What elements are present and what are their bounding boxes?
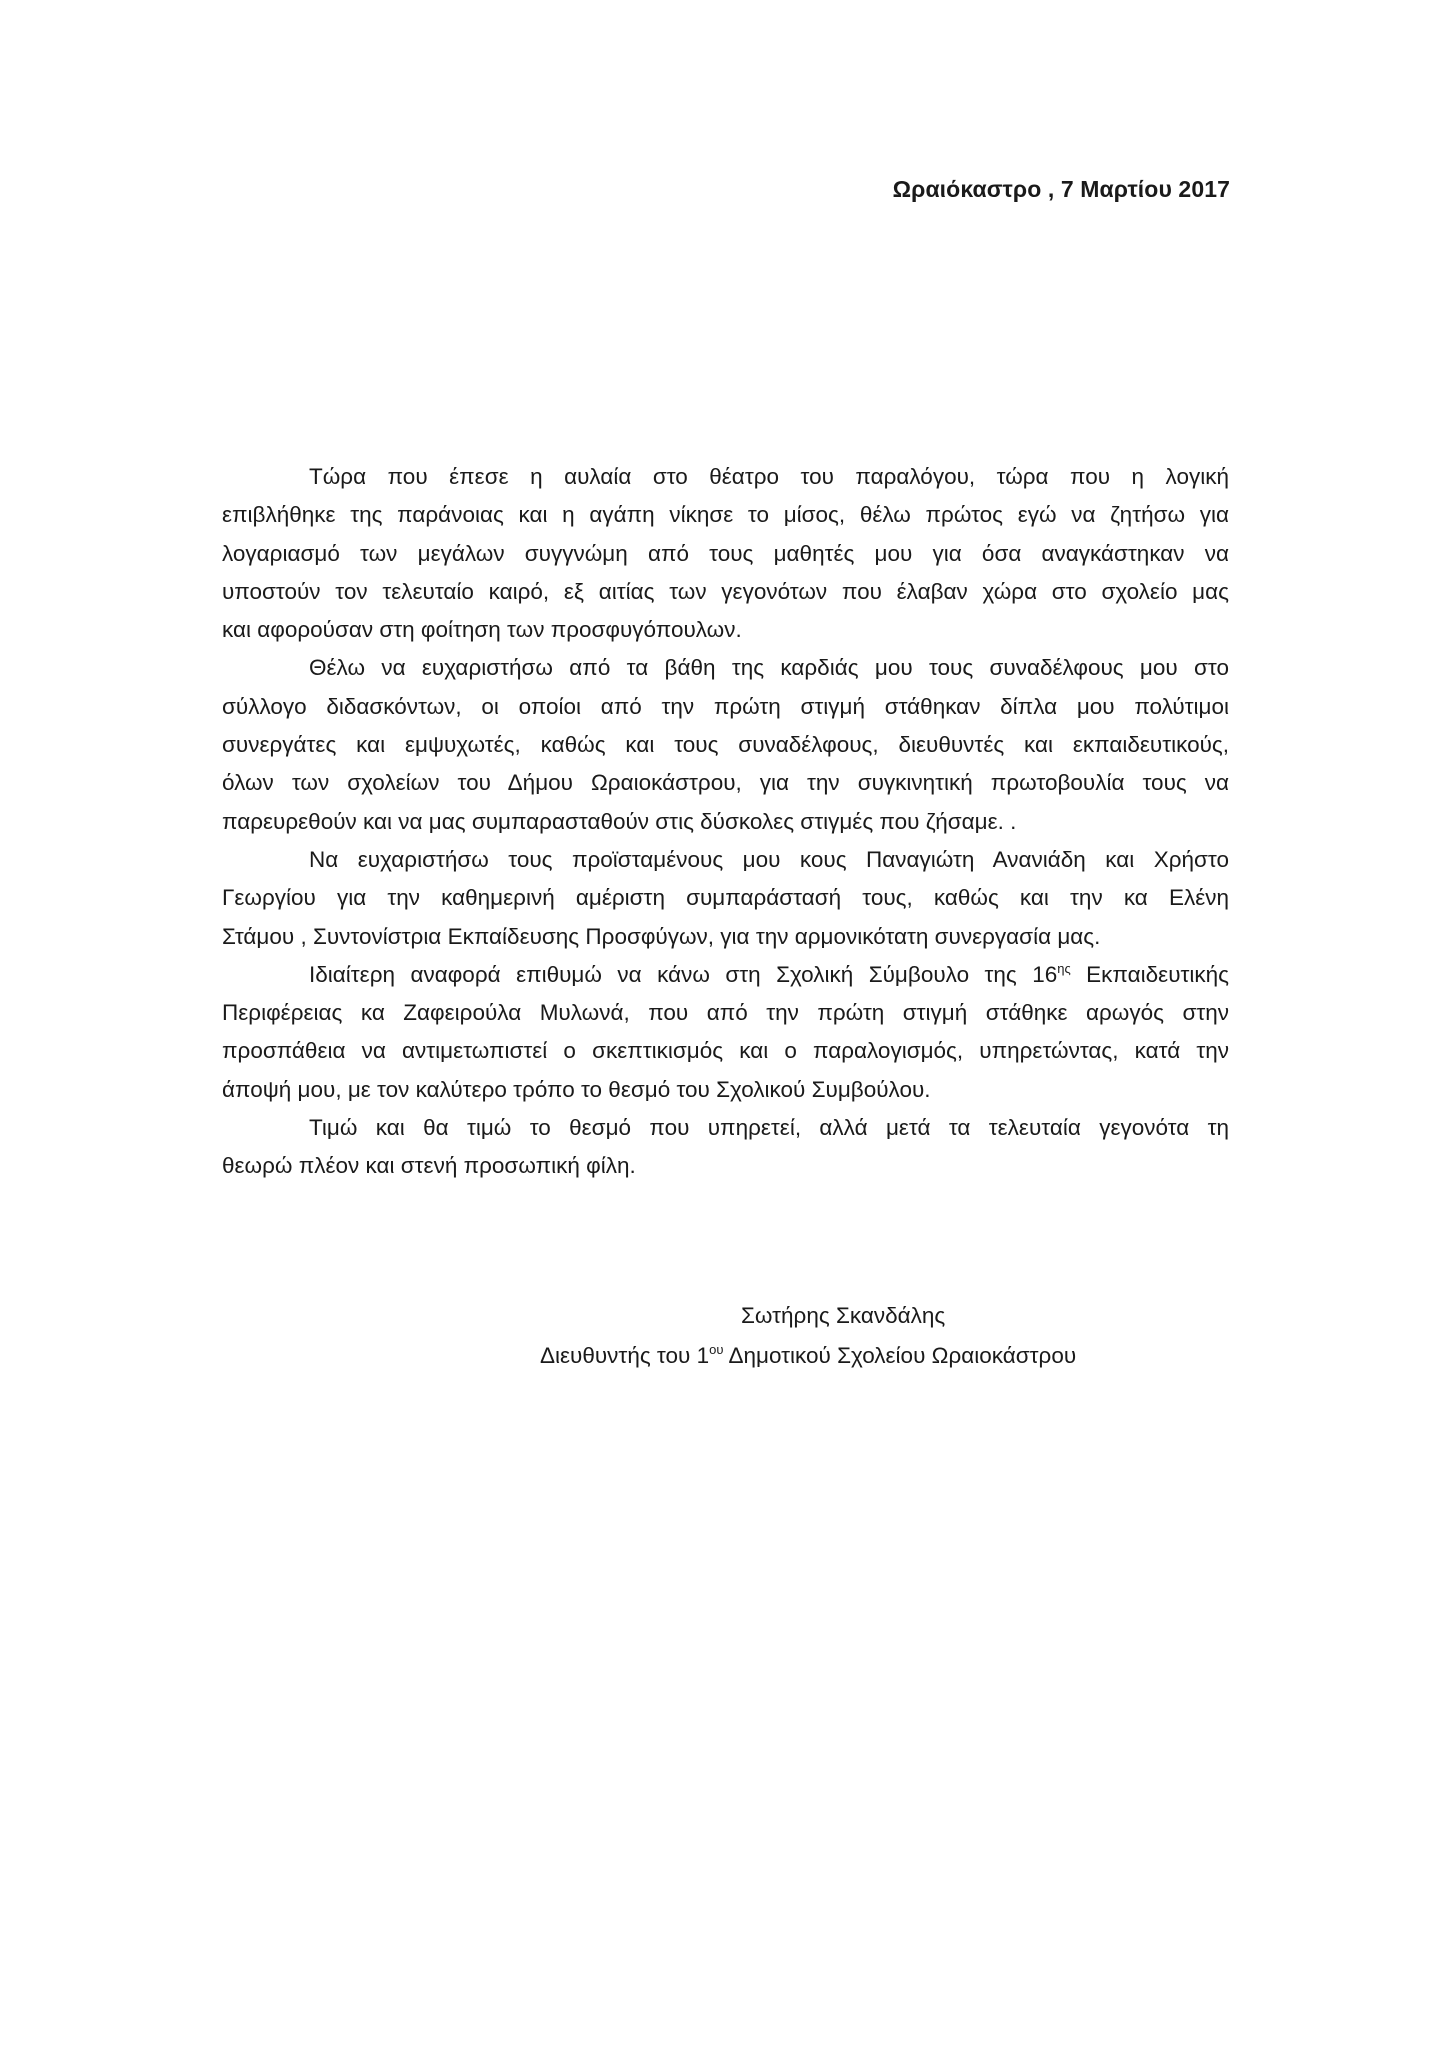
text-line: Θέλω να ευχαριστήσω από τα βάθη της καρδιάς μου τους συναδέλφους μου στο xyxy=(309,655,1229,681)
text-line: συνεργάτες και εμψυχωτές, καθώς και τους συναδέλφους, διευθυντές και εκπαιδευτικούς, xyxy=(222,732,1229,758)
text-line: Γεωργίου για την καθημερινή αμέριστη συμπαράστασή τους, καθώς και την κα Ελένη xyxy=(222,885,1229,911)
signature-block xyxy=(540,1296,1076,1376)
text-line: Να ευχαριστήσω τους προϊσταμένους μου κους Παναγιώτη Ανανιάδη και Χρήστο xyxy=(309,846,1229,872)
text-line: επιβλήθηκε της παράνοιας και η αγάπη νίκησε το μίσος, θέλω πρώτος εγώ να ζητήσω για xyxy=(222,502,1229,528)
text-line: Περιφέρειας κα Ζαφειρούλα Μυλωνά, που από την πρώτη στιγμή στάθηκε αρωγός στην xyxy=(222,1000,1229,1026)
text-line: θεωρώ πλέον και στενή προσωπική φίλη. xyxy=(222,1153,636,1179)
paragraph-thanks-supervisors xyxy=(222,841,1229,956)
text-segment: Διευθυντής του 1 xyxy=(540,1343,710,1368)
place-date: Ωραιόκαστρο , 7 Μαρτίου 2017 xyxy=(892,176,1230,202)
ordinal-superscript: ης xyxy=(1057,960,1071,976)
text-line: σύλλογο διδασκόντων, οι οποίοι από την πρώτη στιγμή στάθηκαν δίπλα μου πολύτιμοι xyxy=(222,693,1229,719)
text-line: άποψή μου, με τον καλύτερο τρόπο το θεσμό του Σχολικού Συμβούλου. xyxy=(222,1076,931,1102)
ordinal-superscript: ου xyxy=(709,1342,724,1357)
text-line: προσπάθεια να αντιμετωπιστεί ο σκεπτικισμός και ο παραλογισμός, υπηρετώντας, κατά την xyxy=(222,1038,1229,1064)
paragraph-thanks-colleagues xyxy=(222,649,1229,840)
text-line: υποστούν τον τελευταίο καιρό, εξ αιτίας των γεγονότων που έλαβαν χώρα στο σχολείο μας xyxy=(222,578,1229,604)
paragraph-closing xyxy=(222,1109,1229,1186)
signature-title xyxy=(540,1336,1076,1376)
paragraph-apology xyxy=(222,458,1229,649)
text-line: παρευρεθούν και να μας συμπαρασταθούν στις δύσκολες στιγμές που ζήσαμε. . xyxy=(222,808,1017,834)
text-line: όλων των σχολείων του Δήμου Ωραιοκάστρου, για την συγκινητική πρωτοβουλία τους να xyxy=(222,770,1229,796)
text-segment: Εκπαιδευτικής xyxy=(1070,961,1229,987)
paragraph-school-advisor xyxy=(222,956,1229,1109)
letter-body xyxy=(222,458,1229,1186)
text-line xyxy=(222,956,1229,994)
text-line: Τιμώ και θα τιμώ το θεσμό που υπηρετεί, αλλά μετά τα τελευταία γεγονότα τη xyxy=(309,1115,1229,1141)
text-segment: Ιδιαίτερη αναφορά επιθυμώ να κάνω στη Σχολική Σύμβουλο της 16 xyxy=(309,961,1058,987)
text-line: λογαριασμό των μεγάλων συγγνώμη από τους μαθητές μου για όσα αναγκάστηκαν να xyxy=(222,540,1229,566)
text-line: Στάμου , Συντονίστρια Εκπαίδευσης Προσφύγων, για την αρμονικότατη συνεργασία μας. xyxy=(222,923,1101,949)
text-line: και αφορούσαν στη φοίτηση των προσφυγόπουλων. xyxy=(222,617,742,643)
text-segment: Δημοτικού Σχολείου Ωραιοκάστρου xyxy=(723,1343,1077,1368)
text-line: Τώρα που έπεσε η αυλαία στο θέατρο του παραλόγου, τώρα που η λογική xyxy=(309,464,1229,489)
signature-name: Σωτήρης Σκανδάλης xyxy=(741,1303,946,1328)
